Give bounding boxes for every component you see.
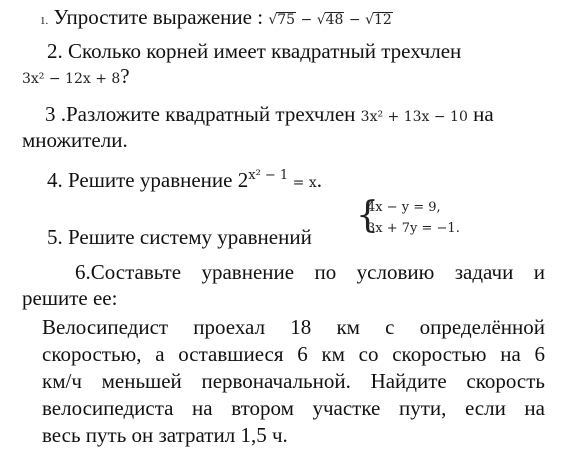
problem-line-3: км/ч меньшей первоначальной. Найдите скорость [42,369,545,393]
question-2-expression: 3x² − 12x + 8 [22,71,121,87]
question-4 [47,163,322,196]
question-3-tail: на [473,102,494,126]
question-4-exponent: x² − 1 [248,168,289,183]
question-3-text: 3 .Разложите квадратный трехчлен [45,102,356,126]
question-6-line2: решите ее: [22,286,118,310]
system-equation-1: 4x − y = 9, [367,200,441,215]
problem-line-5: весь путь он затратил 1,5 ч. [42,423,288,447]
sqrt-48: 48 [325,12,344,28]
question-4-rhs: = x [288,175,317,191]
question-3 [45,101,494,130]
problem-line-2: скоростью, а оставшиеся 6 км со скоростью на 6 [42,342,545,366]
problem-line-1: Велосипедист проехал 18 км с определённой [42,315,545,339]
question-3-line2: множители. [22,128,128,152]
question-2-expression-line [22,63,130,92]
minus-sign: − [300,12,313,28]
problem-line-4: велосипедиста на втором участке пути, если на [42,396,545,420]
sqrt-12: 12 [374,12,392,28]
system-equation-2: 3x + 7y = −1. [367,221,460,236]
question-2: 2. Сколько корней имеет квадратный трехчлен [47,39,462,63]
question-1-number: 1. [40,15,49,27]
question-1-text: Упростите выражение : [53,5,264,29]
minus-sign: − [348,12,361,28]
question-4-period: . [316,168,322,192]
question-6-line1: 6.Составьте уравнение по условию задачи и [75,260,545,284]
question-1 [40,4,393,34]
question-3-expression: 3x² + 13x − 10 [360,109,468,125]
question-5: 5. Решите систему уравнений [47,225,312,249]
question-2-mark: ? [120,64,130,88]
question-4-text: 4. Решите уравнение 2 [47,168,249,192]
question-1-expression: √75 − √48 − √12 [268,12,392,28]
system-brace: { [356,195,379,236]
sqrt-75: 75 [277,12,296,28]
